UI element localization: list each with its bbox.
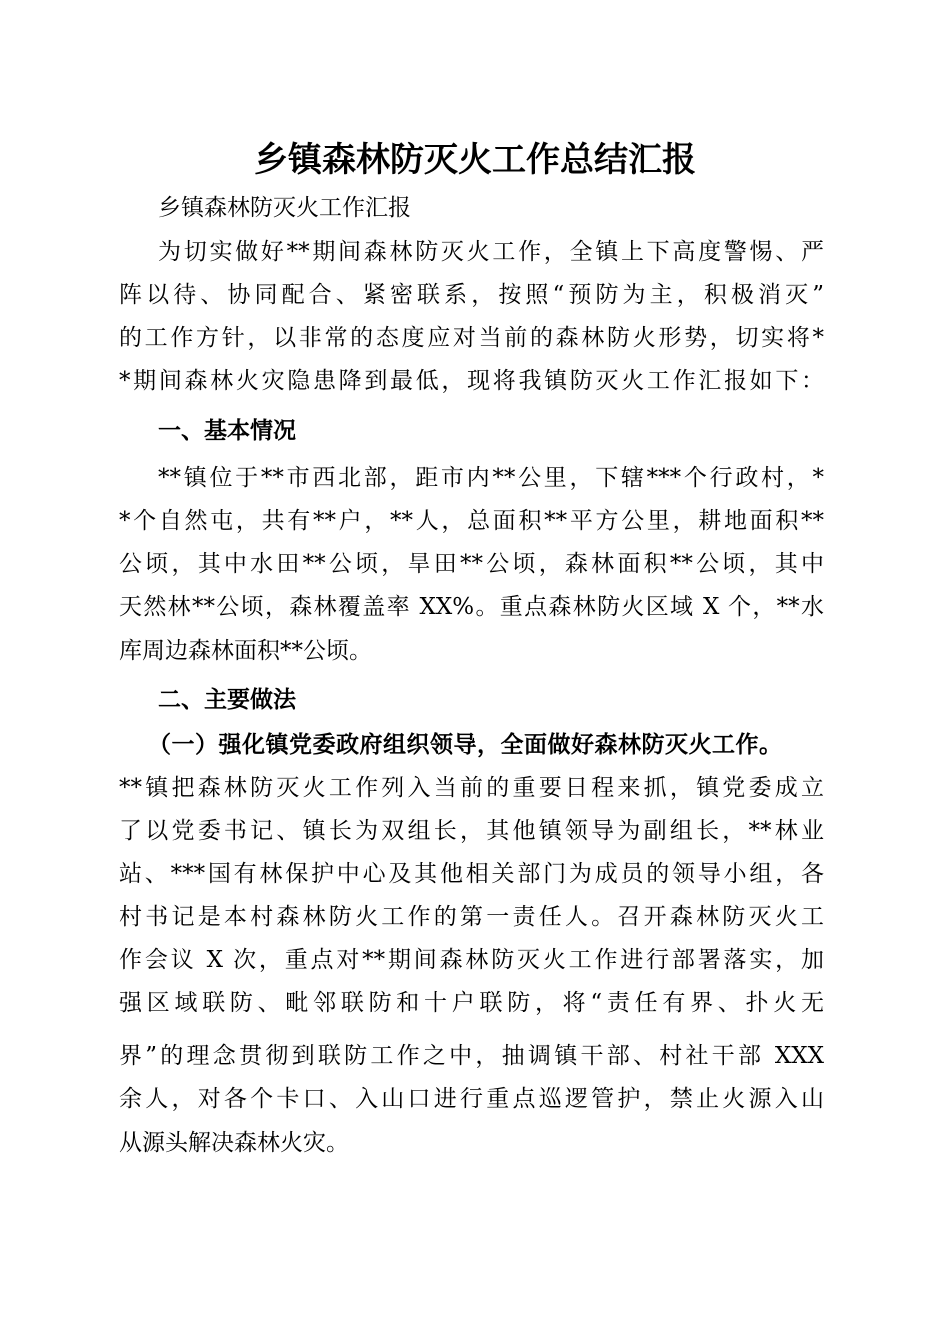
section2-line: 余人，对各个卡口、入山口进行重点巡逻管护，禁止火源入山 xyxy=(119,1086,824,1112)
intro-line: 阵以待、协同配合、紧密联系，按照“预防为主，积极消灭” xyxy=(119,282,824,308)
section2-subheading: （一）强化镇党委政府组织领导，全面做好森林防灭火工作。 xyxy=(148,731,783,758)
section1-line: *个自然屯，共有**户，**人，总面积**平方公里，耕地面积** xyxy=(119,508,824,534)
section2-line: **镇把森林防灭火工作列入当前的重要日程来抓，镇党委成立 xyxy=(119,775,824,801)
section2-line: 强区域联防、毗邻联防和十户联防，将“责任有界、扑火无 xyxy=(119,990,824,1016)
section-heading-main-practices: 二、主要做法 xyxy=(158,687,296,713)
section2-line: 站、***国有林保护中心及其他相关部门为成员的领导小组，各 xyxy=(119,861,824,887)
section1-line: 公顷，其中水田**公顷，旱田**公顷，森林面积**公顷，其中 xyxy=(119,551,824,577)
section-heading-basic-situation: 一、基本情况 xyxy=(158,418,296,444)
section2-line: 作会议 X 次，重点对**期间森林防灭火工作进行部署落实，加 xyxy=(119,947,824,973)
intro-line: *期间森林火灾隐患降到最低，现将我镇防灭火工作汇报如下： xyxy=(119,368,824,394)
document-subtitle: 乡镇森林防灭火工作汇报 xyxy=(158,195,411,221)
section1-line: 库周边森林面积**公顷。 xyxy=(119,638,372,664)
intro-line: 为切实做好**期间森林防灭火工作，全镇上下高度警惕、严 xyxy=(158,239,824,265)
section2-line: 从源头解决森林火灾。 xyxy=(119,1130,349,1156)
section1-line: **镇位于**市西北部，距市内**公里，下辖***个行政村，* xyxy=(158,465,824,491)
section2-line: 村书记是本村森林防火工作的第一责任人。召开森林防灭火工 xyxy=(119,904,824,930)
section1-line: 天然林**公顷，森林覆盖率 XX%。重点森林防火区域 X 个，**水 xyxy=(119,594,824,620)
document-title: 乡镇森林防灭火工作总结汇报 xyxy=(254,140,696,180)
section2-line: 界”的理念贯彻到联防工作之中，抽调镇干部、村社干部 XXX xyxy=(119,1043,824,1069)
intro-line: 的工作方针，以非常的态度应对当前的森林防火形势，切实将* xyxy=(119,325,824,351)
section2-line: 了以党委书记、镇长为双组长，其他镇领导为副组长，**林业 xyxy=(119,818,824,844)
